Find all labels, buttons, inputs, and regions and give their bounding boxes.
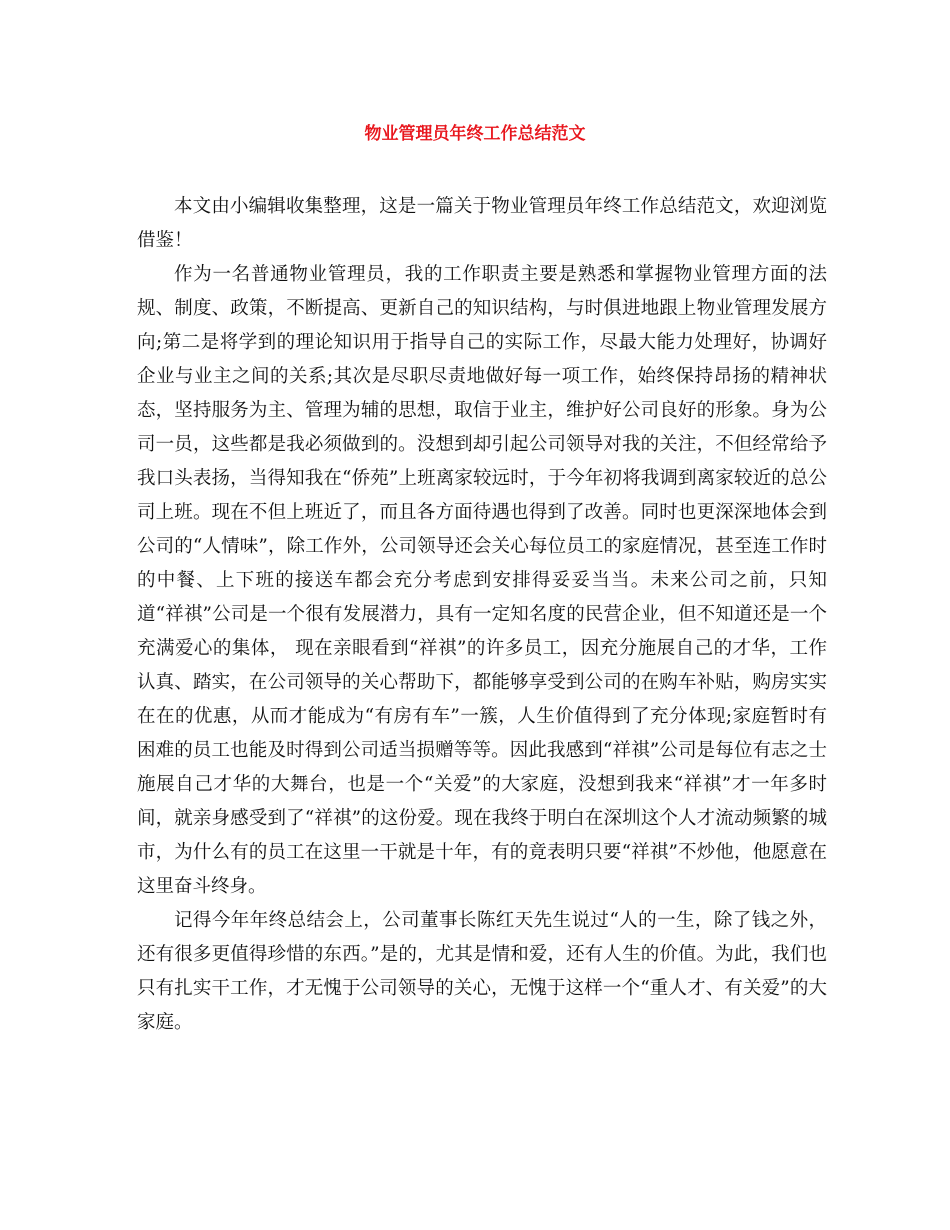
document-body xyxy=(137,190,827,1040)
paragraph-intro: 本文由小编辑收集整理，这是一篇关于物业管理员年终工作总结范文，欢迎浏览借鉴！ xyxy=(137,196,827,251)
paragraph-main: 作为一名普通物业管理员，我的工作职责主要是熟悉和掌握物业管理方面的法规、制度、政策，不断提高、更新自己的知识结构，与时俱进地跟上物业管理发展方向;第二是将学到的理论知识用于指导自己的实际工作，尽最大能力处理好，协调好企业与业主之间的关系;其次是尽职尽责地做好每一项工作，始终保持昂扬的精神状态，坚持服务为主、管理为辅的思想，取信于业主，维护好公司良好的形象。身为公司一员，这些都是我必须做到的。没想到却引起公司领导对我的关注，不但经常给予我口头表扬，当得知我在“侨苑”上班离家较远时，于今年初将我调到离家较近的总公司上班。现在不但上班近了，而且各方面待遇也得到了改善。同时也更深深地体会到公司的“人情味”，除工作外，公司领导还会关心每位员工的家庭情况，甚至连工作时的中餐、上下班的接送车都会充分考虑到安排得妥妥当当。未来公司之前，只知道“祥祺”公司是一个很有发展潜力，具有一定知名度的民营企业，但不知道还是一个充满爱心的集体， 现在亲眼看到“祥祺”的许多员工，因充分施展自己的才华，工作认真、踏实，在公司领导的关心帮助下，都能够享受到公司的在购车补贴，购房实实在在的优惠，从而才能成为“有房有车”一簇，人生价值得到了充分体现;家庭暂时有困难的员工也能及时得到公司适当损赠等等。因此我感到“祥祺”公司是每位有志之士施展自己才华的大舞台，也是一个“关爱”的大家庭，没想到我来“祥祺”才一年多时间，就亲身感受到了“祥祺”的这份爱。现在我终于明白在深圳这个人才流动频繁的城市，为什么有的员工在这里一干就是十年，有的竟表明只要“祥祺”不炒他，他愿意在这里奋斗终身。 xyxy=(137,264,827,897)
paragraph-conclusion: 记得今年年终总结会上，公司董事长陈红天先生说过“人的一生，除了钱之外，还有很多更值得珍惜的东西。”是的，尤其是情和爱，还有人生的价值。为此，我们也只有扎实干工作，才无愧于公司领导的关心，无愧于这样一个“重人才、有关爱”的大家庭。 xyxy=(137,910,827,1033)
document-title: 物业管理员年终工作总结范文 xyxy=(364,124,586,144)
